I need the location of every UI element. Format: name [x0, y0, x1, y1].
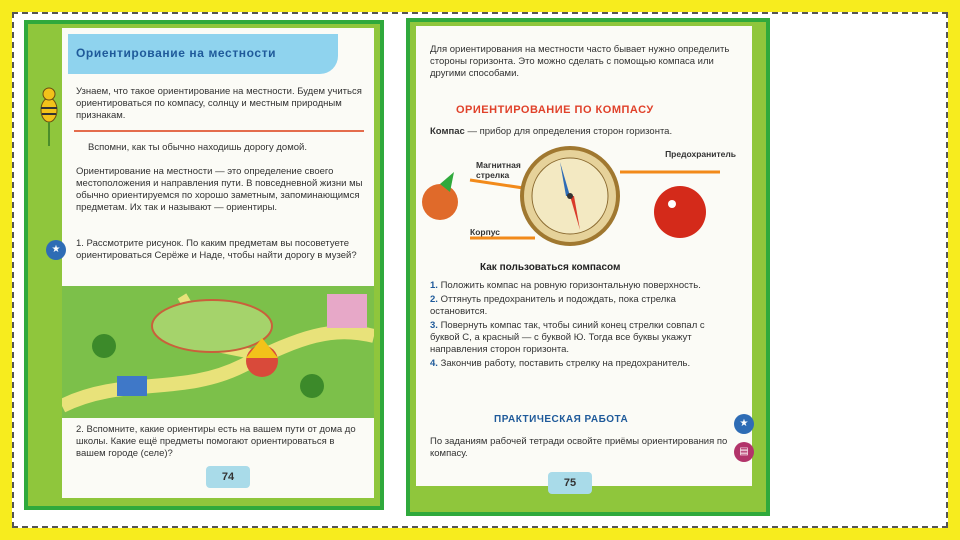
step-text: Закончив работу, поставить стрелку на предохранитель. [440, 358, 691, 369]
divider [74, 130, 364, 132]
howto-heading: Как пользоваться компасом [480, 262, 621, 273]
step-text: Оттянуть предохранитель и подождать, пока стрелка остановится. [430, 294, 676, 317]
compass-heading: ОРИЕНТИРОВАНИЕ ПО КОМПАСУ [456, 104, 654, 116]
step-number: 4. [430, 358, 438, 369]
star-icon: ★ [46, 240, 66, 260]
definition-text: Ориентирование на местности — это определение своего местоположения и направления пути. В повседневной жизни мы обычно ориентируемся по хорошо заметным, запоминающимся предметам. Их так и называют — ориентиры. [76, 166, 363, 213]
bee-character-icon [32, 80, 66, 150]
steps-list [430, 280, 730, 370]
map-illustration [62, 286, 374, 418]
step-item [430, 320, 730, 356]
step-number: 3. [430, 320, 438, 331]
step-number: 2. [430, 294, 438, 305]
compass-illustration [410, 142, 766, 252]
textbook-page-75 [406, 18, 770, 516]
step-text: Повернуть компас так, чтобы синий конец стрелки совпал с буквой С, а красный — с буквой Ю. Тогда все буквы укажут направления сторон горизонта. [430, 320, 705, 355]
practice-heading: ПРАКТИЧЕСКАЯ РАБОТА [494, 414, 629, 425]
task-1-text: 1. Рассмотрите рисунок. По каким предметам вы посоветуете ориентироваться Серёже и Наде, чтобы найти дорогу в музей? [76, 238, 357, 261]
compass-def-text: — прибор для определения сторон горизонта. [464, 126, 673, 137]
compass-term: Компас [430, 126, 465, 137]
guard-label: Предохранитель [665, 149, 736, 159]
compass-definition [430, 126, 730, 138]
intro-text: Для ориентирования на местности часто бывает нужно определить стороны горизонта. Это можно сделать с помощью компаса или другими способами. [430, 44, 730, 79]
page-title: Ориентирование на местности [76, 46, 277, 60]
needle-label: Магнитная стрелка [476, 160, 521, 180]
practice-text: По заданиям рабочей тетради освойте приёмы ориентирования по компасу. [430, 436, 728, 459]
question-text: Вспомни, как ты обычно находишь дорогу домой. [88, 142, 307, 153]
stars-icon: ★ [734, 414, 754, 434]
task-2-text: 2. Вспомните, какие ориентиры есть на вашем пути от дома до школы. Какие ещё предметы помогают ориентироваться в вашем городе (селе)? [76, 424, 356, 459]
step-item [430, 294, 730, 318]
book-icon: ▤ [734, 442, 754, 462]
page-number: 75 [548, 472, 592, 494]
step-text: Положить компас на ровную горизонтальную поверхность. [440, 280, 701, 291]
step-item [430, 358, 730, 370]
page-number: 74 [206, 466, 250, 488]
step-item [430, 280, 730, 292]
step-number: 1. [430, 280, 438, 291]
intro-text: Узнаем, что такое ориентирование на местности. Будем учиться ориентироваться по компасу, солнцу и местным природным признакам. [76, 86, 362, 121]
textbook-page-74 [24, 20, 384, 510]
body-label: Корпус [470, 227, 500, 237]
